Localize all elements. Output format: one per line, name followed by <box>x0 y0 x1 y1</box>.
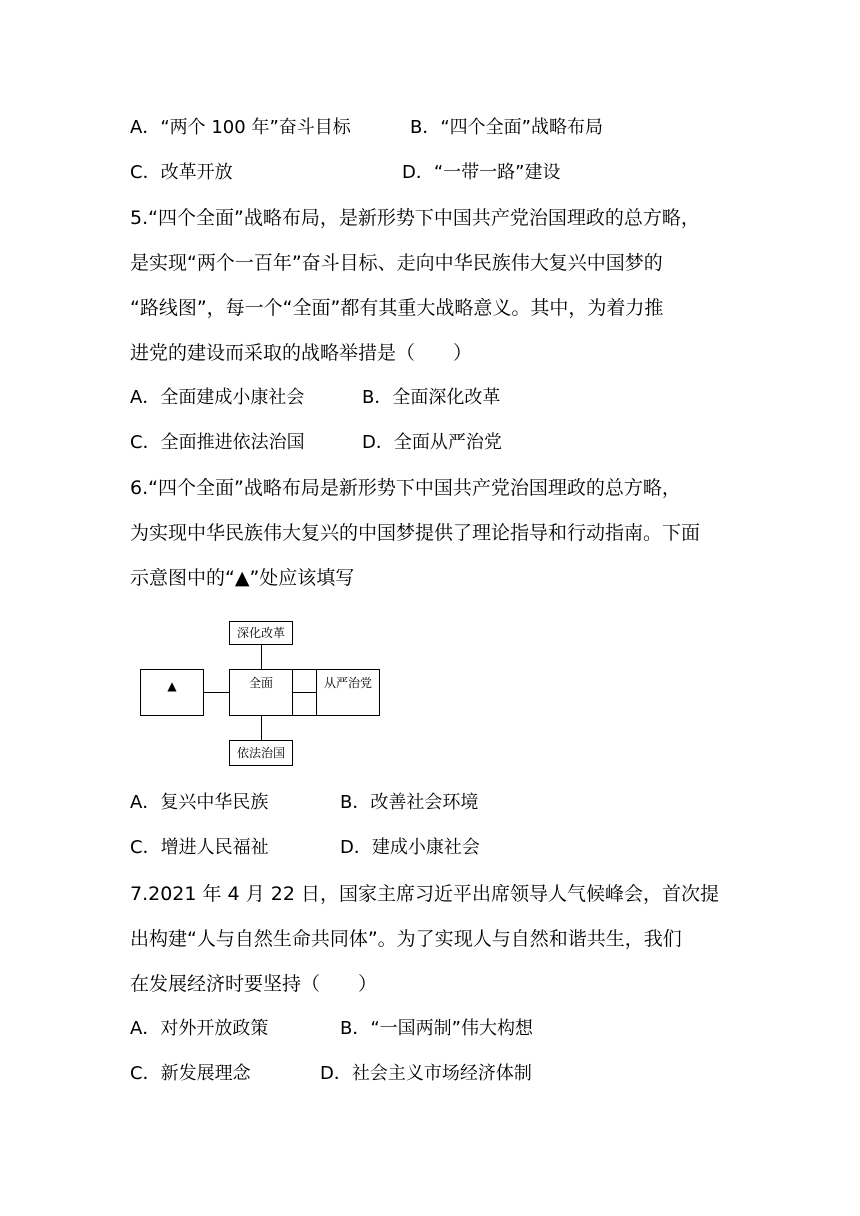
q4-option-b: B．“四个全面”战略布局 <box>410 117 603 138</box>
q6-option-d: D．建成小康社会 <box>340 837 480 858</box>
q5-option-d: D．全面从严治党 <box>362 432 502 453</box>
q5-option-b: B．全面深化改革 <box>362 387 501 408</box>
diagram-left-box: ▲ <box>140 669 204 716</box>
diagram-connector-right <box>292 692 317 693</box>
q7-option-b: B．“一国两制”伟大构想 <box>340 1018 533 1039</box>
diagram-right-box: 从严治党 <box>316 669 380 716</box>
diagram-connector-left <box>204 692 229 693</box>
q5-stem-line-1: 5.“四个全面”战略布局，是新形势下中国共产党治国理政的总方略， <box>130 207 700 229</box>
q7-stem-line-3: 在发展经济时要坚持（ ） <box>130 973 378 995</box>
q6-stem-line-2: 为实现中华民族伟大复兴的中国梦提供了理论指导和行动指南。下面 <box>130 522 701 544</box>
q7-option-d: D．社会主义市场经济体制 <box>320 1063 532 1084</box>
q7-option-a: A．对外开放政策 <box>130 1018 269 1039</box>
q7-stem-line-2: 出构建“人与自然生命共同体”。为了实现人与自然和谐共生，我们 <box>130 928 682 950</box>
q6-option-c: C．增进人民福祉 <box>130 837 269 858</box>
q5-stem-line-4: 进党的建设而采取的战略举措是（ ） <box>130 342 473 364</box>
q4-option-a: A．“两个 100 年”奋斗目标 <box>130 117 351 138</box>
q5-stem-line-2: 是实现“两个一百年”奋斗目标、走向中华民族伟大复兴中国梦的 <box>130 252 663 274</box>
q4-option-c: C．改革开放 <box>130 162 233 183</box>
diagram-center-box: 全面 <box>229 669 293 716</box>
diagram-bottom-box: 依法治国 <box>229 740 293 766</box>
q5-option-a: A．全面建成小康社会 <box>130 387 305 408</box>
q6-option-b: B．改善社会环境 <box>340 792 479 813</box>
q6-stem-line-1: 6.“四个全面”战略布局是新形势下中国共产党治国理政的总方略， <box>130 477 681 499</box>
diagram-connector-bottom <box>261 716 262 740</box>
diagram-connector-top <box>261 645 262 669</box>
q5-option-c: C．全面推进依法治国 <box>130 432 305 453</box>
q6-stem-line-3: 示意图中的“▲”处应该填写 <box>130 567 355 589</box>
q5-stem-line-3: “路线图”，每一个“全面”都有其重大战略意义。其中，为着力推 <box>130 297 664 319</box>
diagram-top-box: 深化改革 <box>229 621 293 645</box>
q6-option-a: A．复兴中华民族 <box>130 792 269 813</box>
q4-option-d: D．“一带一路”建设 <box>402 162 561 183</box>
q7-stem-line-1: 7.2021 年 4 月 22 日，国家主席习近平出席领导人气候峰会，首次提 <box>130 883 719 905</box>
q7-option-c: C．新发展理念 <box>130 1063 251 1084</box>
